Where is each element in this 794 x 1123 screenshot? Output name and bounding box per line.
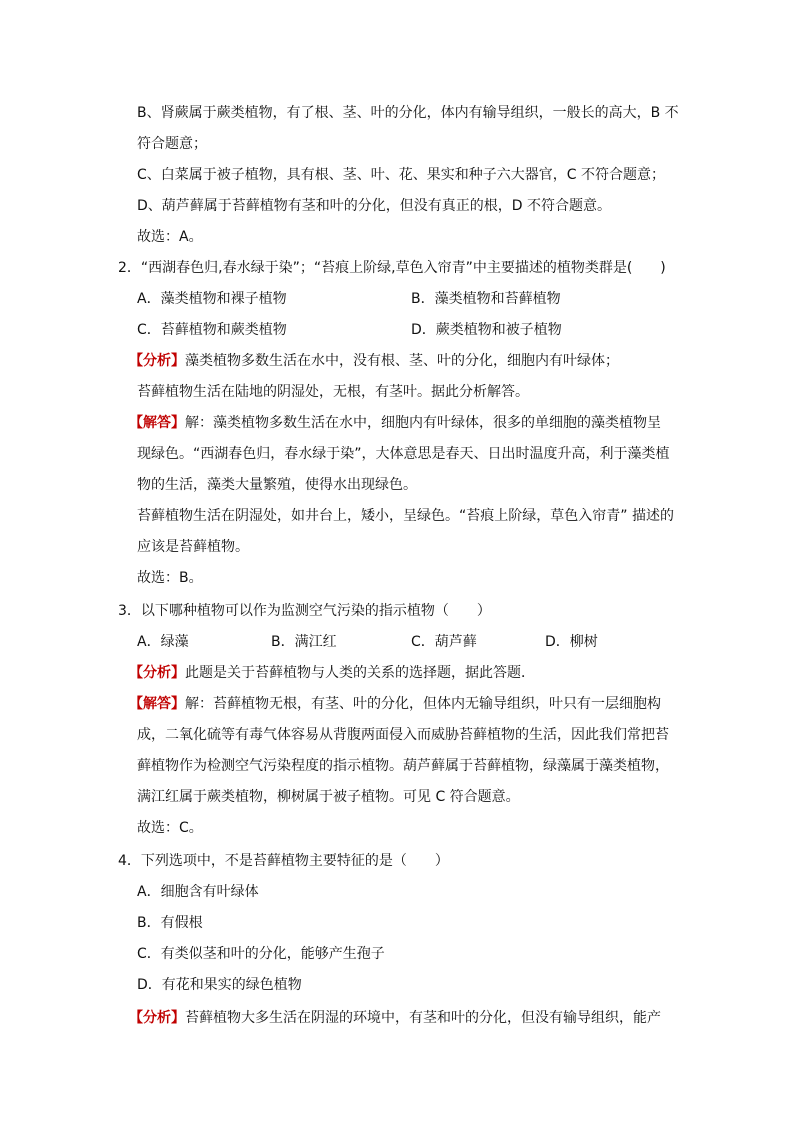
q2-answer: 故选：B。 bbox=[137, 570, 203, 586]
q1-option-d: D、葫芦藓属于苔藓植物有茎和叶的分化，但没有真正的根，D 不符合题意。 bbox=[137, 198, 612, 214]
solution-tag: 【解答】 bbox=[129, 696, 185, 712]
q3-solution-text: 解：苔藓植物无根，有茎、叶的分化，但体内无输导组织，叶只有一层细胞构 bbox=[185, 696, 661, 712]
q3-solution-line2: 成，二氧化硫等有毒气体容易从背腹两面侵入而威胁苔藓植物的生活，因此我们常把苔 bbox=[137, 727, 669, 743]
q4-option-a: A．细胞含有叶绿体 bbox=[137, 884, 259, 900]
q2-stem: 2．“西湖春色归,春水绿于染”；“苔痕上阶绿,草色入帘青”中主要描述的植物类群是( ) bbox=[118, 260, 666, 276]
q3-option-c: C．葫芦藓 bbox=[411, 634, 477, 650]
q2-analysis-line2: 苔藓植物生活在陆地的阴湿处，无根，有茎叶。据此分析解答。 bbox=[137, 384, 529, 400]
q3-solution bbox=[129, 694, 661, 714]
q3-option-a: A．绿藻 bbox=[137, 634, 189, 650]
q4-option-b: B．有假根 bbox=[137, 915, 203, 931]
q2-analysis-text: 藻类植物多数生活在水中，没有根、茎、叶的分化，细胞内有叶绿体； bbox=[185, 353, 619, 369]
q2-analysis bbox=[129, 351, 619, 371]
q3-stem: 3．以下哪种植物可以作为监测空气污染的指示植物（ ） bbox=[118, 603, 491, 619]
solution-tag: 【解答】 bbox=[129, 415, 185, 431]
q2-option-a: A．藻类植物和裸子植物 bbox=[137, 291, 287, 307]
q2-solution-line4: 苔藓植物生活在阴湿处，如井台上，矮小，呈绿色。“苔痕上阶绿，草色入帘青” 描述的 bbox=[137, 508, 674, 524]
q1-answer: 故选：A。 bbox=[137, 229, 203, 245]
q3-analysis bbox=[129, 663, 535, 683]
q3-option-d: D．柳树 bbox=[545, 634, 598, 650]
q3-answer: 故选：C。 bbox=[137, 820, 203, 836]
q4-option-d: D．有花和果实的绿色植物 bbox=[137, 977, 302, 993]
q4-option-c: C．有类似茎和叶的分化，能够产生孢子 bbox=[137, 946, 385, 962]
q2-solution-line5: 应该是苔藓植物。 bbox=[137, 539, 249, 555]
q2-solution-line2: 现绿色。“西湖春色归，春水绿于染”，大体意思是春天、日出时温度升高，利于藻类植 bbox=[137, 446, 670, 462]
q3-solution-line4: 满江红属于蕨类植物，柳树属于被子植物。可见 C 符合题意。 bbox=[137, 789, 520, 805]
q2-solution bbox=[129, 413, 661, 433]
q4-stem: 4．下列选项中，不是苔藓植物主要特征的是（ ） bbox=[118, 853, 449, 869]
q2-option-d: D．蕨类植物和被子植物 bbox=[411, 322, 562, 338]
q1-option-b-line2: 符合题意； bbox=[137, 136, 207, 152]
q2-solution-text: 解：藻类植物多数生活在水中，细胞内有叶绿体，很多的单细胞的藻类植物呈 bbox=[185, 415, 661, 431]
analysis-tag: 【分析】 bbox=[129, 353, 185, 369]
q3-solution-line3: 藓植物作为检测空气污染程度的指示植物。葫芦藓属于苔藓植物，绿藻属于藻类植物， bbox=[137, 758, 669, 774]
q4-analysis-text: 苔藓植物大多生活在阴湿的环境中，有茎和叶的分化，但没有输导组织，能产 bbox=[185, 1010, 661, 1026]
analysis-tag: 【分析】 bbox=[129, 1010, 185, 1026]
q1-option-b-line1: B、肾蕨属于蕨类植物，有了根、茎、叶的分化，体内有输导组织，一般长的高大，B 不 bbox=[137, 105, 679, 121]
q2-solution-line3: 物的生活，藻类大量繁殖，使得水出现绿色。 bbox=[137, 477, 417, 493]
q3-option-b: B．满江红 bbox=[271, 634, 337, 650]
q1-option-c: C、白菜属于被子植物，具有根、茎、叶、花、果实和种子六大器官，C 不符合题意； bbox=[137, 167, 665, 183]
q3-analysis-text: 此题是关于苔藓植物与人类的关系的选择题，据此答题． bbox=[185, 665, 535, 681]
analysis-tag: 【分析】 bbox=[129, 665, 185, 681]
q4-analysis bbox=[129, 1008, 661, 1028]
q2-option-b: B．藻类植物和苔藓植物 bbox=[411, 291, 561, 307]
q2-option-c: C．苔藓植物和蕨类植物 bbox=[137, 322, 287, 338]
